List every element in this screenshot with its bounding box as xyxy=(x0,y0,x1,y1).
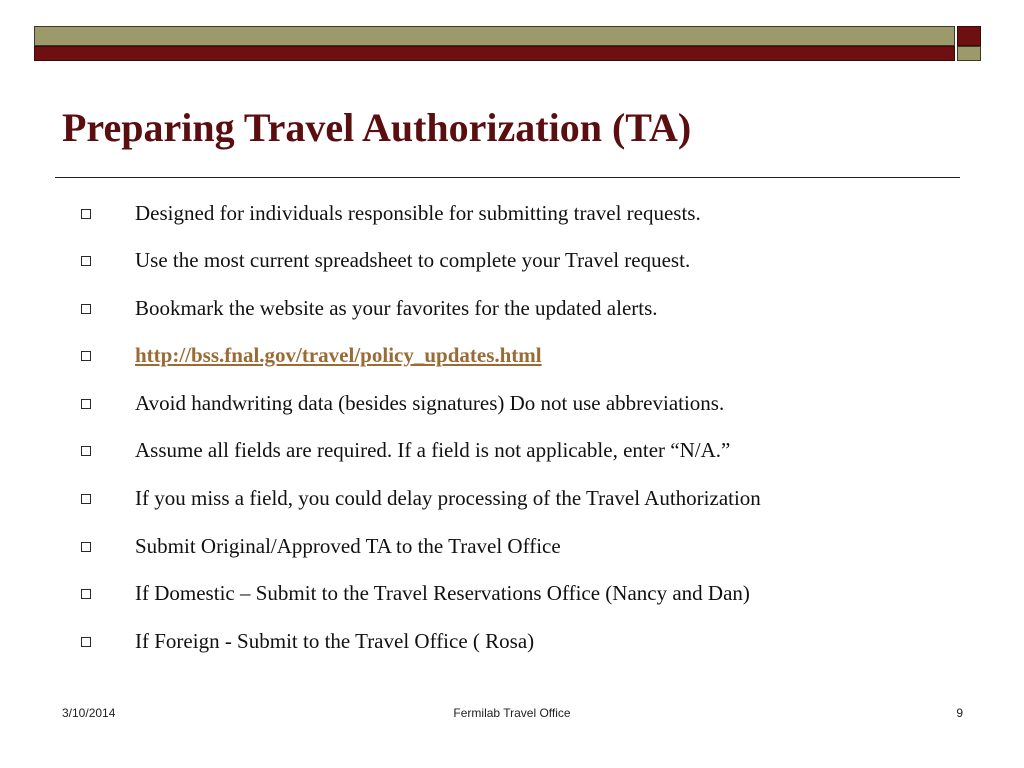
square-bullet-icon xyxy=(81,351,91,361)
bullet-item xyxy=(78,390,978,420)
footer-title: Fermilab Travel Office xyxy=(453,706,571,720)
bullet-text: Submit Original/Approved TA to the Travel Office xyxy=(135,534,561,558)
header-square-olive xyxy=(957,46,981,61)
square-bullet-icon xyxy=(81,542,91,552)
bullet-item xyxy=(78,295,978,325)
bullet-item xyxy=(78,580,978,610)
bullet-text: Use the most current spreadsheet to complete your Travel request. xyxy=(135,248,691,272)
bullet-text: If Domestic – Submit to the Travel Reservations Office (Nancy and Dan) xyxy=(135,581,750,605)
bullet-text: Designed for individuals responsible for submitting travel requests. xyxy=(135,201,701,225)
bullet-text: If you miss a field, you could delay processing of the Travel Authorization xyxy=(135,486,761,510)
bullet-item xyxy=(78,342,978,372)
square-bullet-icon xyxy=(81,304,91,314)
square-bullet-icon xyxy=(81,256,91,266)
footer-date: 3/10/2014 xyxy=(62,706,116,720)
slide-title: Preparing Travel Authorization (TA) xyxy=(62,105,692,150)
bullet-item xyxy=(78,247,978,277)
header-bar-olive xyxy=(34,26,955,46)
bullet-text: Assume all fields are required. If a field is not applicable, enter “N/A.” xyxy=(135,438,731,462)
bullet-item xyxy=(78,437,978,467)
square-bullet-icon xyxy=(81,209,91,219)
bullet-item xyxy=(78,200,978,230)
page-number: 9 xyxy=(956,706,963,720)
bullet-item xyxy=(78,533,978,563)
bullet-item xyxy=(78,628,978,658)
header-square-maroon xyxy=(957,26,981,46)
square-bullet-icon xyxy=(81,446,91,456)
square-bullet-icon xyxy=(81,399,91,409)
policy-updates-link[interactable]: http://bss.fnal.gov/travel/policy_updates.html xyxy=(135,343,542,367)
square-bullet-icon xyxy=(81,494,91,504)
bullet-item xyxy=(78,485,978,515)
square-bullet-icon xyxy=(81,637,91,647)
bullet-text: Bookmark the website as your favorites for the updated alerts. xyxy=(135,296,658,320)
header-bar-maroon xyxy=(34,46,955,61)
bullet-text: If Foreign - Submit to the Travel Office ( Rosa) xyxy=(135,629,535,653)
square-bullet-icon xyxy=(81,589,91,599)
title-divider xyxy=(55,177,960,178)
bullet-text: Avoid handwriting data (besides signatures) Do not use abbreviations. xyxy=(135,391,725,415)
